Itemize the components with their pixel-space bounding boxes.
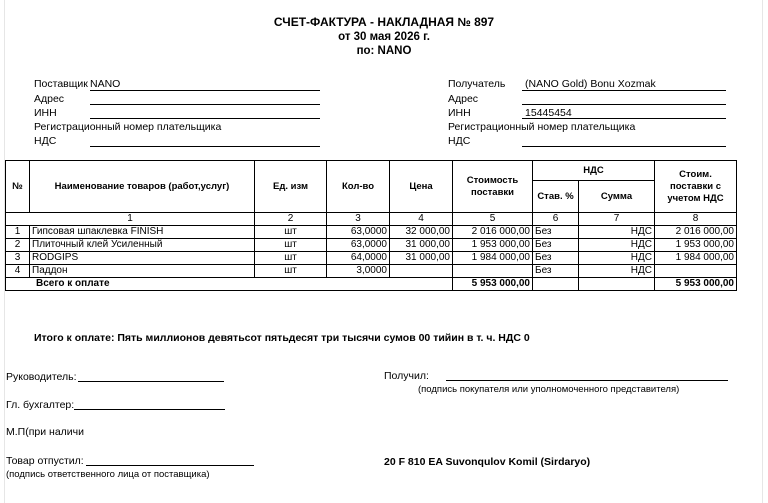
row-name: Гипсовая шпаклевка FINISH: [30, 226, 255, 239]
table-row: [6, 239, 737, 252]
driver-info: 20 F 810 EA Suvonqulov Komil (Sirdaryo): [384, 456, 591, 468]
supplier-inn-line: [90, 118, 320, 119]
invoice-title: СЧЕТ-ФАКТУРА - НАКЛАДНАЯ № 897: [273, 15, 495, 29]
row-cost: 1 984 000,00: [453, 252, 533, 265]
row-vat-rate: Без: [533, 226, 579, 239]
received-note: (подпись покупателя или уполномоченного представителя): [418, 384, 680, 395]
supplier-vat-reg-label: Регистрационный номер плательщика: [34, 121, 222, 133]
col-number: 5: [453, 213, 533, 226]
row-vat-sum: НДС: [579, 239, 655, 252]
supplier-label: Поставщик: [34, 78, 88, 90]
recipient-name-line: [522, 90, 726, 91]
released-note: (подпись ответственного лица от поставщика): [6, 469, 210, 480]
total-vat-sum-empty: [579, 278, 655, 291]
header-total: Стоим. поставки с учетом НДС: [655, 161, 737, 213]
row-unit: шт: [255, 265, 327, 278]
recipient-vat-label: НДС: [448, 135, 471, 147]
col-number: 6: [533, 213, 579, 226]
total-label: Всего к оплате: [6, 278, 453, 291]
col-number: 3: [327, 213, 390, 226]
recipient-inn: 15445454: [525, 107, 572, 119]
supplier-vat-label: НДС: [34, 135, 57, 147]
total-vat-rate-empty: [533, 278, 579, 291]
total-with-vat: 5 953 000,00: [655, 278, 737, 291]
table-row: [6, 252, 737, 265]
invoice-date: от 30 мая 2026 г.: [338, 31, 430, 43]
released-line: [86, 465, 254, 466]
row-num: 4: [6, 265, 30, 278]
accountant-signature-label: Гл. бухгалтер:: [6, 399, 75, 411]
header-name: Наименование товаров (работ,услуг): [30, 161, 255, 213]
row-cost: 1 953 000,00: [453, 239, 533, 252]
recipient-label: Получатель: [448, 78, 506, 90]
row-vat-sum: НДС: [579, 265, 655, 278]
row-unit: шт: [255, 239, 327, 252]
row-price: 32 000,00: [390, 226, 453, 239]
header-vat: НДС: [533, 161, 655, 181]
row-total: 1 953 000,00: [655, 239, 737, 252]
row-unit: шт: [255, 252, 327, 265]
row-total: 2 016 000,00: [655, 226, 737, 239]
received-line: [446, 380, 728, 381]
invoice-contract: по: NANO: [356, 45, 412, 57]
invoice-table: [5, 160, 737, 291]
row-qty: 64,0000: [327, 252, 390, 265]
table-row: [6, 226, 737, 239]
header-cost: Стоимость поставки: [453, 161, 533, 213]
recipient-name: (NANO Gold) Bonu Xozmak: [525, 78, 656, 90]
released-label: Товар отпустил:: [6, 455, 84, 467]
row-qty: 63,0000: [327, 239, 390, 252]
header-unit: Ед. изм: [255, 161, 327, 213]
header-qty: Кол-во: [327, 161, 390, 213]
row-name: RODGIPS: [30, 252, 255, 265]
accountant-signature-line: [74, 409, 225, 410]
row-price: 31 000,00: [390, 239, 453, 252]
row-num: 1: [6, 226, 30, 239]
header-num: №: [6, 161, 30, 213]
row-vat-rate: Без: [533, 239, 579, 252]
header-price: Цена: [390, 161, 453, 213]
total-row: [6, 278, 737, 291]
row-num: 3: [6, 252, 30, 265]
head-signature-label: Руководитель:: [6, 371, 77, 383]
total-in-words: Итого к оплате: Пять миллионов девятьсот пятьдесят три тысячи сумов 00 тийин в т. ч. НДС 0: [34, 332, 530, 344]
col-number: 2: [255, 213, 327, 226]
supplier-name-line: [90, 90, 320, 91]
col-number: 4: [390, 213, 453, 226]
supplier-inn-label: ИНН: [34, 107, 57, 119]
row-total: 1 984 000,00: [655, 252, 737, 265]
recipient-vat-reg-label: Регистрационный номер плательщика: [448, 121, 636, 133]
supplier-vat-line: [90, 146, 320, 147]
recipient-address-line: [522, 104, 726, 105]
header-vat-rate: Став. %: [533, 181, 579, 213]
header-vat-sum: Сумма: [579, 181, 655, 213]
row-num: 2: [6, 239, 30, 252]
row-vat-rate: Без: [533, 252, 579, 265]
row-total: [655, 265, 737, 278]
row-name: Плиточный клей Усиленный: [30, 239, 255, 252]
row-qty: 63,0000: [327, 226, 390, 239]
row-qty: 3,0000: [327, 265, 390, 278]
row-cost: 2 016 000,00: [453, 226, 533, 239]
col-number: 8: [655, 213, 737, 226]
stamp-label: М.П(при наличи: [6, 426, 84, 438]
supplier-address-line: [90, 104, 320, 105]
row-cost: [453, 265, 533, 278]
table-row: [6, 265, 737, 278]
total-cost: 5 953 000,00: [453, 278, 533, 291]
recipient-inn-label: ИНН: [448, 107, 471, 119]
col-number: 1: [6, 213, 255, 226]
supplier-name: NANO: [90, 78, 121, 90]
supplier-address-label: Адрес: [34, 93, 65, 105]
recipient-vat-line: [522, 146, 726, 147]
col-number: 7: [579, 213, 655, 226]
recipient-inn-line: [522, 118, 726, 119]
row-unit: шт: [255, 226, 327, 239]
recipient-address-label: Адрес: [448, 93, 479, 105]
row-vat-rate: Без: [533, 265, 579, 278]
received-label: Получил:: [384, 370, 429, 382]
row-price: 31 000,00: [390, 252, 453, 265]
row-price: [390, 265, 453, 278]
row-name: Паддон: [30, 265, 255, 278]
row-vat-sum: НДС: [579, 226, 655, 239]
head-signature-line: [78, 381, 224, 382]
row-vat-sum: НДС: [579, 252, 655, 265]
